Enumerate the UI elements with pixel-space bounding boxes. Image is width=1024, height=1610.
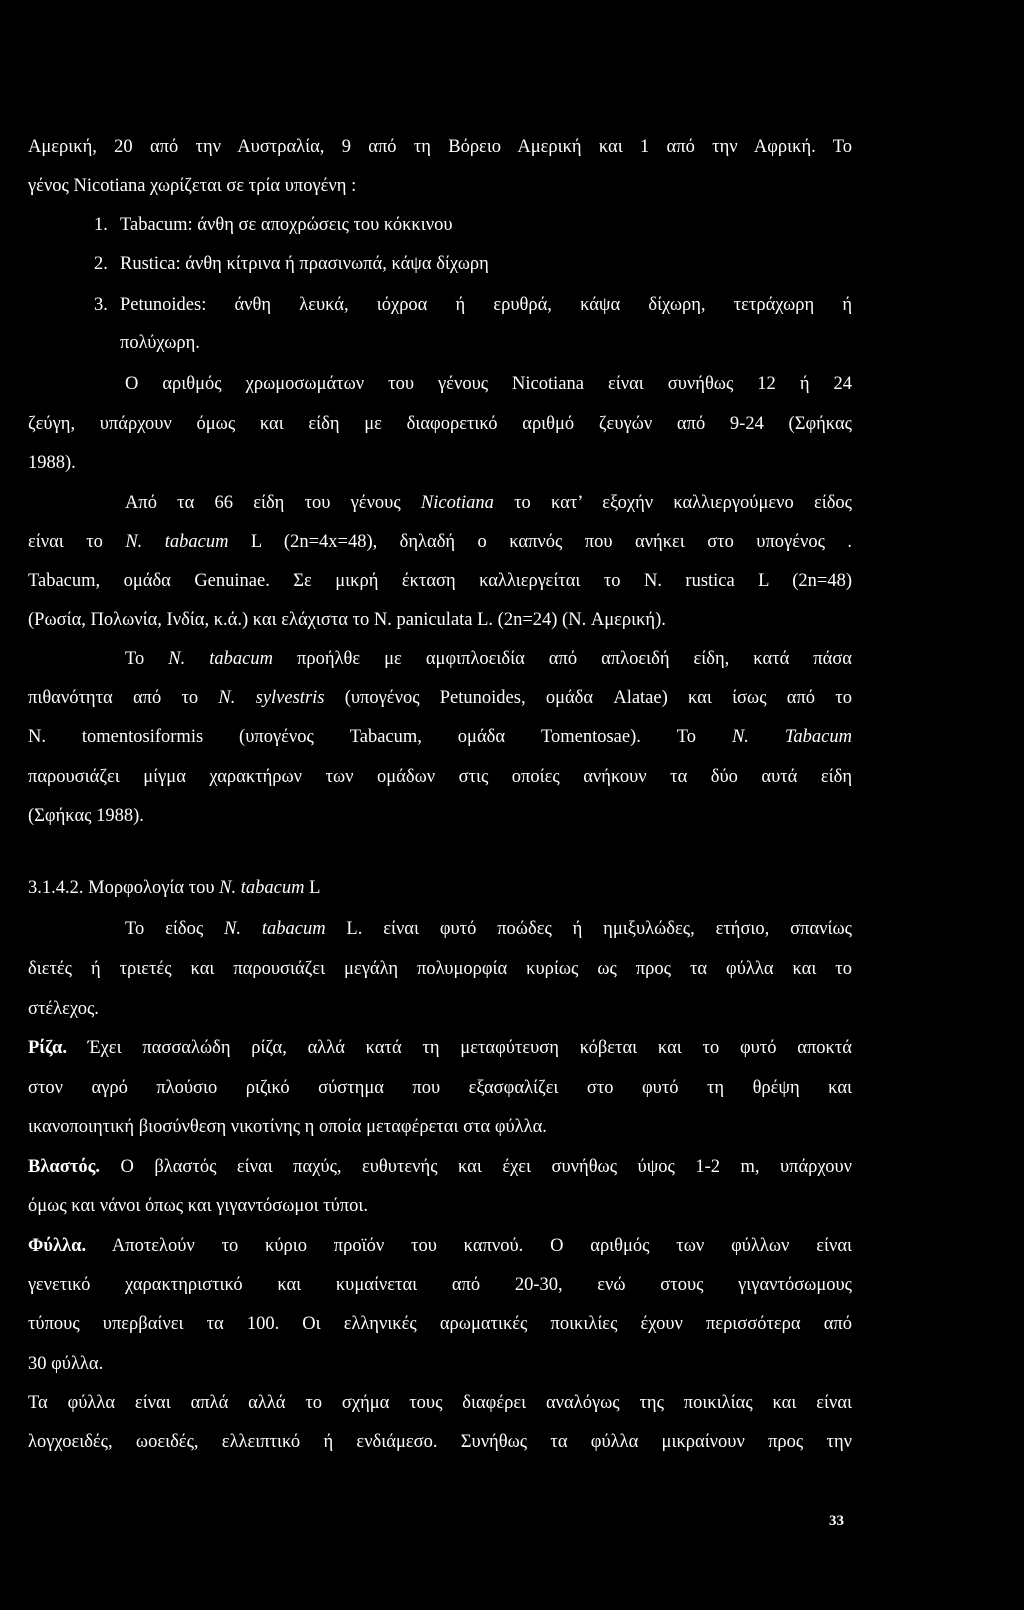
text-line: Τα φύλλα είναι απλά αλλά το σχήμα τους διαφέρει αναλόγως της ποικιλίας και είναι [28, 1393, 852, 1413]
text-line: Το N. tabacum προήλθε με αμφιπλοειδία από απλοειδή είδη, κατά πάσα [125, 649, 852, 669]
species-name: N. tabacum [219, 878, 305, 898]
text-line: 1988). [28, 453, 76, 473]
text-line: Φύλλα. Αποτελούν το κύριο προϊόν του καπνού. Ο αριθμός των φύλλων είναι [28, 1236, 852, 1256]
text-line: Ρίζα. Έχει πασσαλώδη ρίζα, αλλά κατά τη μεταφύτευση κόβεται και το φυτό αποκτά [28, 1038, 852, 1058]
list-number: 3. [94, 295, 108, 315]
species-name: Nicotiana [420, 493, 494, 513]
list-item [94, 296, 852, 315]
species-name: N. Tabacum [731, 727, 852, 747]
text-line: N. tomentosiformis (υπογένος Tabacum, ομάδα Tomentosae). Το N. Tabacum [28, 727, 852, 747]
species-name: N. tabacum [168, 649, 273, 669]
list-text: Petunoides: άνθη λευκά, ιόχροα ή ερυθρά, κάψα δίχωρη, τετράχωρη ή [120, 295, 852, 315]
text-line: (Σφήκας 1988). [28, 806, 144, 826]
list-item [94, 216, 453, 235]
text-line: Tabacum, ομάδα Genuinae. Σε μικρή έκταση καλλιεργείται το N. rustica L (2n=48) [28, 571, 852, 591]
text-line: γενετικό χαρακτηριστικό και κυμαίνεται από 20-30, ενώ στους γιγαντόσωμους [28, 1275, 852, 1295]
text-line: ικανοποιητική βιοσύνθεση νικοτίνης η οποία μεταφέρεται στα φύλλα. [28, 1117, 547, 1137]
section-heading: 3.1.4.2. Μορφολογία του N. tabacum L [28, 878, 321, 898]
text-line: όμως και νάνοι όπως και γιγαντόσωμοι τύποι. [28, 1196, 368, 1216]
text-line: Από τα 66 είδη του γένους Nicotiana το κατ’ εξοχήν καλλιεργούμενο είδος [125, 493, 852, 513]
list-text: Rustica: άνθη κίτρινα ή πρασινωπά, κάψα δίχωρη [120, 254, 489, 274]
page-number: 33 [829, 1513, 844, 1529]
species-name: N. tabacum [125, 532, 229, 552]
text-line: πιθανότητα από το N. sylvestris (υπογένος Petunoides, ομάδα Alatae) και ίσως από το [28, 688, 852, 708]
list-item [94, 255, 489, 274]
text-line: λογχοειδές, ωοειδές, ελλειπτικό ή ενδιάμεσο. Συνήθως τα φύλλα μικραίνουν προς την [28, 1432, 852, 1452]
text-line: πολύχωρη. [120, 333, 200, 353]
text-line: (Ρωσία, Πολωνία, Ινδία, κ.ά.) και ελάχιστα το N. paniculata L. (2n=24) (N. Αμερική). [28, 610, 666, 630]
text-line: τύπους υπερβαίνει τα 100. Οι ελληνικές αρωματικές ποικιλίες έχουν περισσότερα από [28, 1314, 852, 1334]
text-line: στέλεχος. [28, 999, 99, 1019]
list-number: 2. [94, 254, 108, 274]
species-name: N. sylvestris [218, 688, 325, 708]
term-label: Βλαστός. [28, 1157, 101, 1177]
text-line: Βλαστός. Ο βλαστός είναι παχύς, ευθυτενής και έχει συνήθως ύψος 1-2 m, υπάρχουν [28, 1157, 852, 1177]
text-line: γένος Nicotiana χωρίζεται σε τρία υπογένη : [28, 176, 357, 196]
species-name: N. tabacum [224, 919, 326, 939]
text-line: Το είδος N. tabacum L. είναι φυτό ποώδες ή ημιξυλώδες, ετήσιο, σπανίως [125, 919, 852, 939]
text-line: Αμερική, 20 από την Αυστραλία, 9 από τη Βόρειο Αμερική και 1 από την Αφρική. Το [28, 137, 852, 157]
list-number: 1. [94, 215, 108, 235]
text-line: Ο αριθμός χρωμοσωμάτων του γένους Nicotiana είναι συνήθως 12 ή 24 [125, 374, 852, 394]
text-line: στον αγρό πλούσιο ριζικό σύστημα που εξασφαλίζει στο φυτό τη θρέψη και [28, 1078, 852, 1098]
term-label: Ρίζα. [28, 1038, 67, 1058]
list-text: Tabacum: άνθη σε αποχρώσεις του κόκκινου [120, 215, 453, 235]
term-label: Φύλλα. [28, 1236, 87, 1256]
text-line: ζεύγη, υπάρχουν όμως και είδη με διαφορετικό αριθμό ζευγών από 9-24 (Σφήκας [28, 414, 852, 434]
text-line: παρουσιάζει μίγμα χαρακτήρων των ομάδων στις οποίες ανήκουν τα δύο αυτά είδη [28, 767, 852, 787]
text-line: διετές ή τριετές και παρουσιάζει μεγάλη πολυμορφία κυρίως ως προς τα φύλλα και το [28, 959, 852, 979]
text-line: 30 φύλλα. [28, 1354, 104, 1374]
text-line: είναι το N. tabacum L (2n=4x=48), δηλαδή ο καπνός που ανήκει στο υπογένος . [28, 532, 852, 552]
